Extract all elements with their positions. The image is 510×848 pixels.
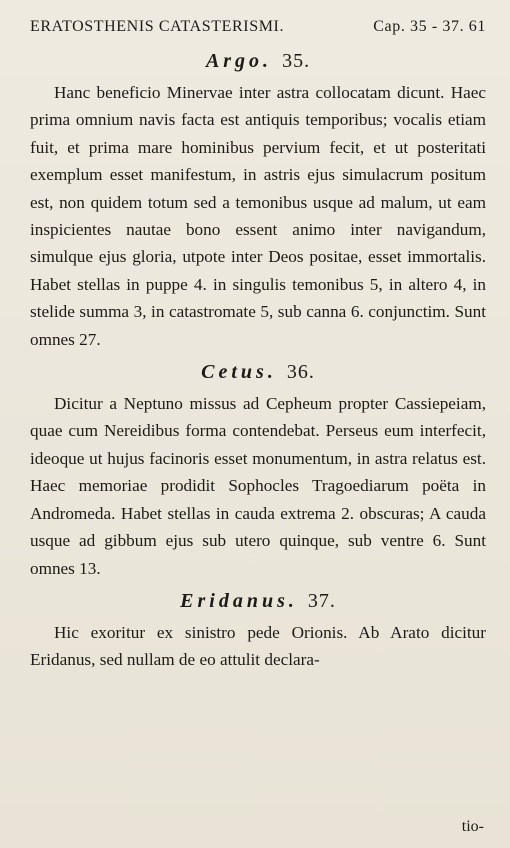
running-head-chapter: Cap. 35 - 37. [373,18,465,35]
section-number: 35. [282,50,311,72]
section-body-eridanus: Hic exoritur ex sinistro pede Orionis. Ab Arato dicitur Eridanus, sed nullam de eo attulit declara- [30,622,486,670]
section-body-argo: Hanc beneficio Minervae inter astra collocatam dicunt. Haec prima omnium navis facta est antiquis temporibus; vocalis etiam fuit, et prima mare hominibus pervium fecit, et ut posteritati exemplum esset manifestum, in astris ejus simulacrum positum est, non quidem totum sed a temonibus usque ad malum, ut eam inspicientes nautae bono essent animo inter navigandum, simulque ejus gloria, utpote inter Deos positae, esset immortalis. Habet stellas in puppe 4. in singulis temonibus 5, in altero 4, in stelide summa 3, in catastromate 5, sub canna 6. conjunctim. Sunt omnes 27. [30,83,486,349]
running-head-right [373,18,486,36]
section-heading-argo [30,50,486,73]
section-heading-eridanus [30,590,486,613]
section-body-cetus: Dicitur a Neptuno missus ad Cepheum propter Cassiepeiam, quae cum Nereidibus forma contendebat. Perseus eum interfecit, ideoque ut hujus facinoris esset monumentum, in astra relatus est. Haec memoriae prodidit Sophocles Tragoediarum poëta in Andromeda. Habet stellas in cauda extrema 2. obscuras; A cauda usque ad gibbum ejus sub utero quinque, sub ventre 6. Sunt omnes 13. [30,394,486,578]
section-title: Eridanus. [180,589,298,612]
section-number: 37. [307,589,336,612]
section-title: Cetus. [201,361,277,384]
section-number: 36. [286,361,315,384]
section-title: Argo. [205,50,273,72]
catchword: tio- [461,818,484,835]
section-heading-cetus [30,361,486,384]
running-head-title: ERATOSTHENIS CATASTERISMI. [30,18,285,35]
running-head [30,18,486,36]
page-number: 61 [468,18,486,35]
